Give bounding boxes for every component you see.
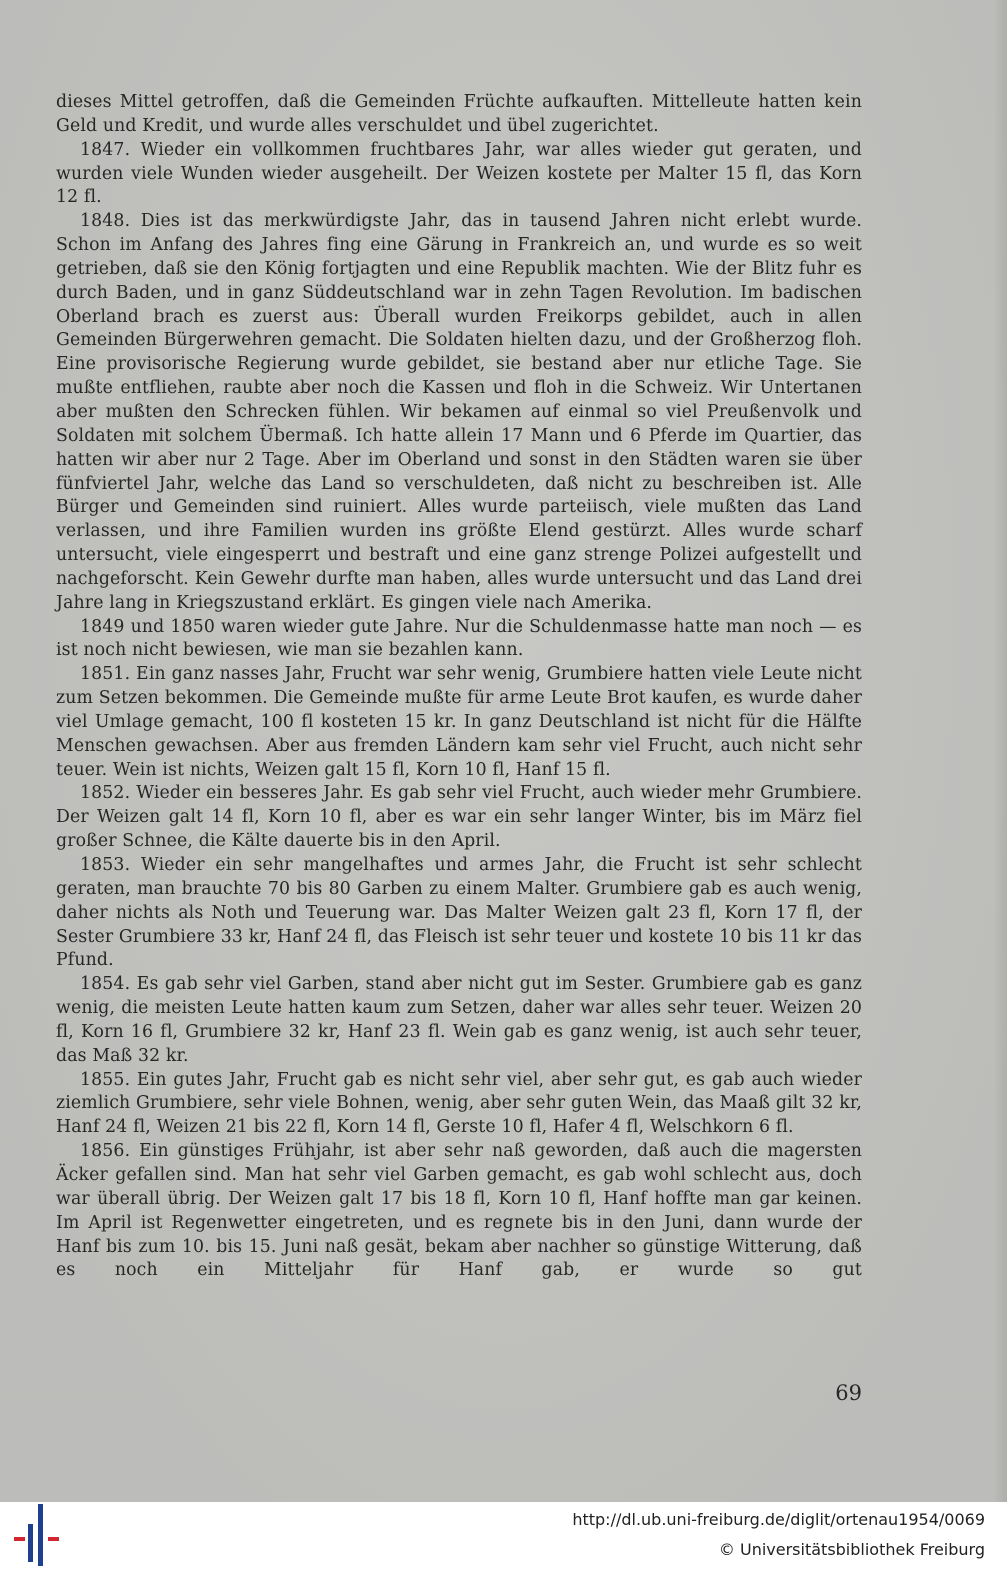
paragraph-1853: 1853. Wieder ein sehr mangelhaftes und armes Jahr, die Frucht ist sehr schlecht geraten, man brauchte 70 bis 80 Garben zu einem Malter. Grumbiere gab es auch wenig, daher nichts als Noth und Teuerung war. Das Malter Weizen galt 23 fl, Korn 17 fl, der Sester Grumbiere 33 kr, Hanf 24 fl, das Fleisch ist sehr teuer und kostete 10 bis 11 kr das Pfund.: [56, 855, 863, 971]
paragraph-1854: 1854. Es gab sehr viel Garben, stand aber nicht gut im Sester. Grumbiere gab es ganz wenig, die meisten Leute hatten kaum zum Setzen, daher war alles sehr teuer. Weizen 20 fl, Korn 16 fl, Grumbiere 32 kr, Hanf 23 fl. Wein gab es ganz wenig, ist auch sehr teuer, das Maß 32 kr.: [56, 974, 862, 1066]
page-edge-shadow: [993, 0, 1007, 1502]
paragraph-1851: 1851. Ein ganz nasses Jahr, Frucht war sehr wenig, Grumbiere hatten viele Leute nicht zum Setzen bekommen. Die Gemeinde mußte für arme Leute Brot kaufen, es wurde daher viel Umlage gemacht, 100 fl kosteten 15 kr. In ganz Deutschland ist nicht für die Hälfte Menschen gewachsen. Aber aus fremden Ländern kam sehr viel Frucht, auch nicht sehr teuer. Wein ist nichts, Weizen galt 15 fl, Korn 10 fl, Hanf 15 fl.: [56, 664, 863, 780]
paragraph-1856: 1856. Ein günstiges Frühjahr, ist aber sehr naß geworden, daß auch die magersten Äcker gefallen sind. Man hat sehr viel Garben gemacht, es gab wohl schlecht aus, doch war überall übrig. Der Weizen galt 17 bis 18 fl, Korn 10 fl, Hanf hoffte man gar keinen. Im April ist Regenwetter eingetreten, und es regnete bis in den Juni, dann wurde der Hanf bis zum 10. bis 15. Juni naß gesät, bekam aber nachher so günstige Witterung, daß es noch ein Mitteljahr für Hanf gab, er wurde so gut: [56, 1141, 862, 1281]
copyright-text: © Universitätsbibliothek Freiburg: [718, 1540, 985, 1559]
source-url-link[interactable]: http://dl.ub.uni-freiburg.de/diglit/ortenau1954/0069: [572, 1510, 985, 1529]
paragraph-intro: dieses Mittel getroffen, daß die Gemeinden Früchte aufkauften. Mittelleute hatten kein Geld und Kredit, und wurde alles verschuldet und übel zugerichtet.: [56, 92, 862, 136]
paragraph-1852: 1852. Wieder ein besseres Jahr. Es gab sehr viel Frucht, auch wieder mehr Grumbiere. Der Weizen galt 14 fl, Korn 10 fl, aber es war ein sehr langer Winter, bis im März fiel großer Schnee, die Kälte dauerte bis in den April.: [56, 783, 862, 852]
body-text: [56, 91, 862, 1283]
paragraph-1848: 1848. Dies ist das merkwürdigste Jahr, das in tausend Jahren nicht erlebt wurde. Schon im Anfang des Jahres fing eine Gärung in Frankreich an, und wurde es so weit getrieben, daß sie den König fortjagten und eine Republik machten. Wie der Blitz fuhr es durch Baden, und in ganz Süddeutschland war in zehn Tagen Revolution. Im badischen Oberland brach es zuerst aus: Überall wurden Freikorps gebildet, auch in allen Gemeinden Bürgerwehren gemacht. Die Soldaten hielten dazu, und der Großherzog floh. Eine provisorische Regierung wurde gebildet, sie bestand aber nur etliche Tage. Sie mußte entfliehen, raubte aber noch die Kassen und floh in die Schweiz. Wir Untertanen aber mußten den Schrecken fühlen. Wir bekamen auf einmal so viel Preußenvolk und Soldaten mit solchem Übermaß. Ich hatte allein 17 Mann und 6 Pferde im Quartier, das hatten wir aber nur 2 Tage. Aber im Oberland und sonst in den Städten waren sie über fünfviertel Jahr, welche das Land so verschuldeten, daß nicht zu beschreiben ist. Alle Bürger und Gemeinden sind ruiniert. Alles wurde parteiisch, viele mußten das Land verlassen, und ihre Familien wurden ins größte Elend gestürzt. Alles wurde scharf untersucht, viele eingesperrt und bestraft und eine ganz strenge Polizei aufgestellt und nachgeforscht. Kein Gewehr durfte man haben, alles wurde untersucht und das Land drei Jahre lang in Kriegszustand erklärt. Es gingen viele nach Amerika.: [56, 211, 862, 613]
paragraph-1849-1850: 1849 und 1850 waren wieder gute Jahre. Nur die Schuldenmasse hatte man noch — es ist noch nicht bewiesen, wie man sie bezahlen kann.: [56, 616, 862, 661]
library-logo-icon: [12, 1502, 64, 1576]
page-number: 69: [835, 1381, 862, 1405]
footer-bar: [0, 1502, 1007, 1576]
paragraph-1855: 1855. Ein gutes Jahr, Frucht gab es nicht sehr viel, aber sehr gut, es gab auch wieder ziemlich Grumbiere, sehr viele Bohnen, wenig, aber sehr guten Wein, das Maaß gilt 32 kr, Hanf 24 fl, Weizen 21 bis 22 fl, Korn 14 fl, Gerste 10 fl, Hafer 4 fl, Welschkorn 6 fl.: [56, 1069, 862, 1138]
paragraph-1847: 1847. Wieder ein vollkommen fruchtbares Jahr, war alles wieder gut geraten, und wurden viele Wunden wieder ausgeheilt. Der Weizen kostete per Malter 15 fl, das Korn 12 fl.: [56, 139, 862, 208]
